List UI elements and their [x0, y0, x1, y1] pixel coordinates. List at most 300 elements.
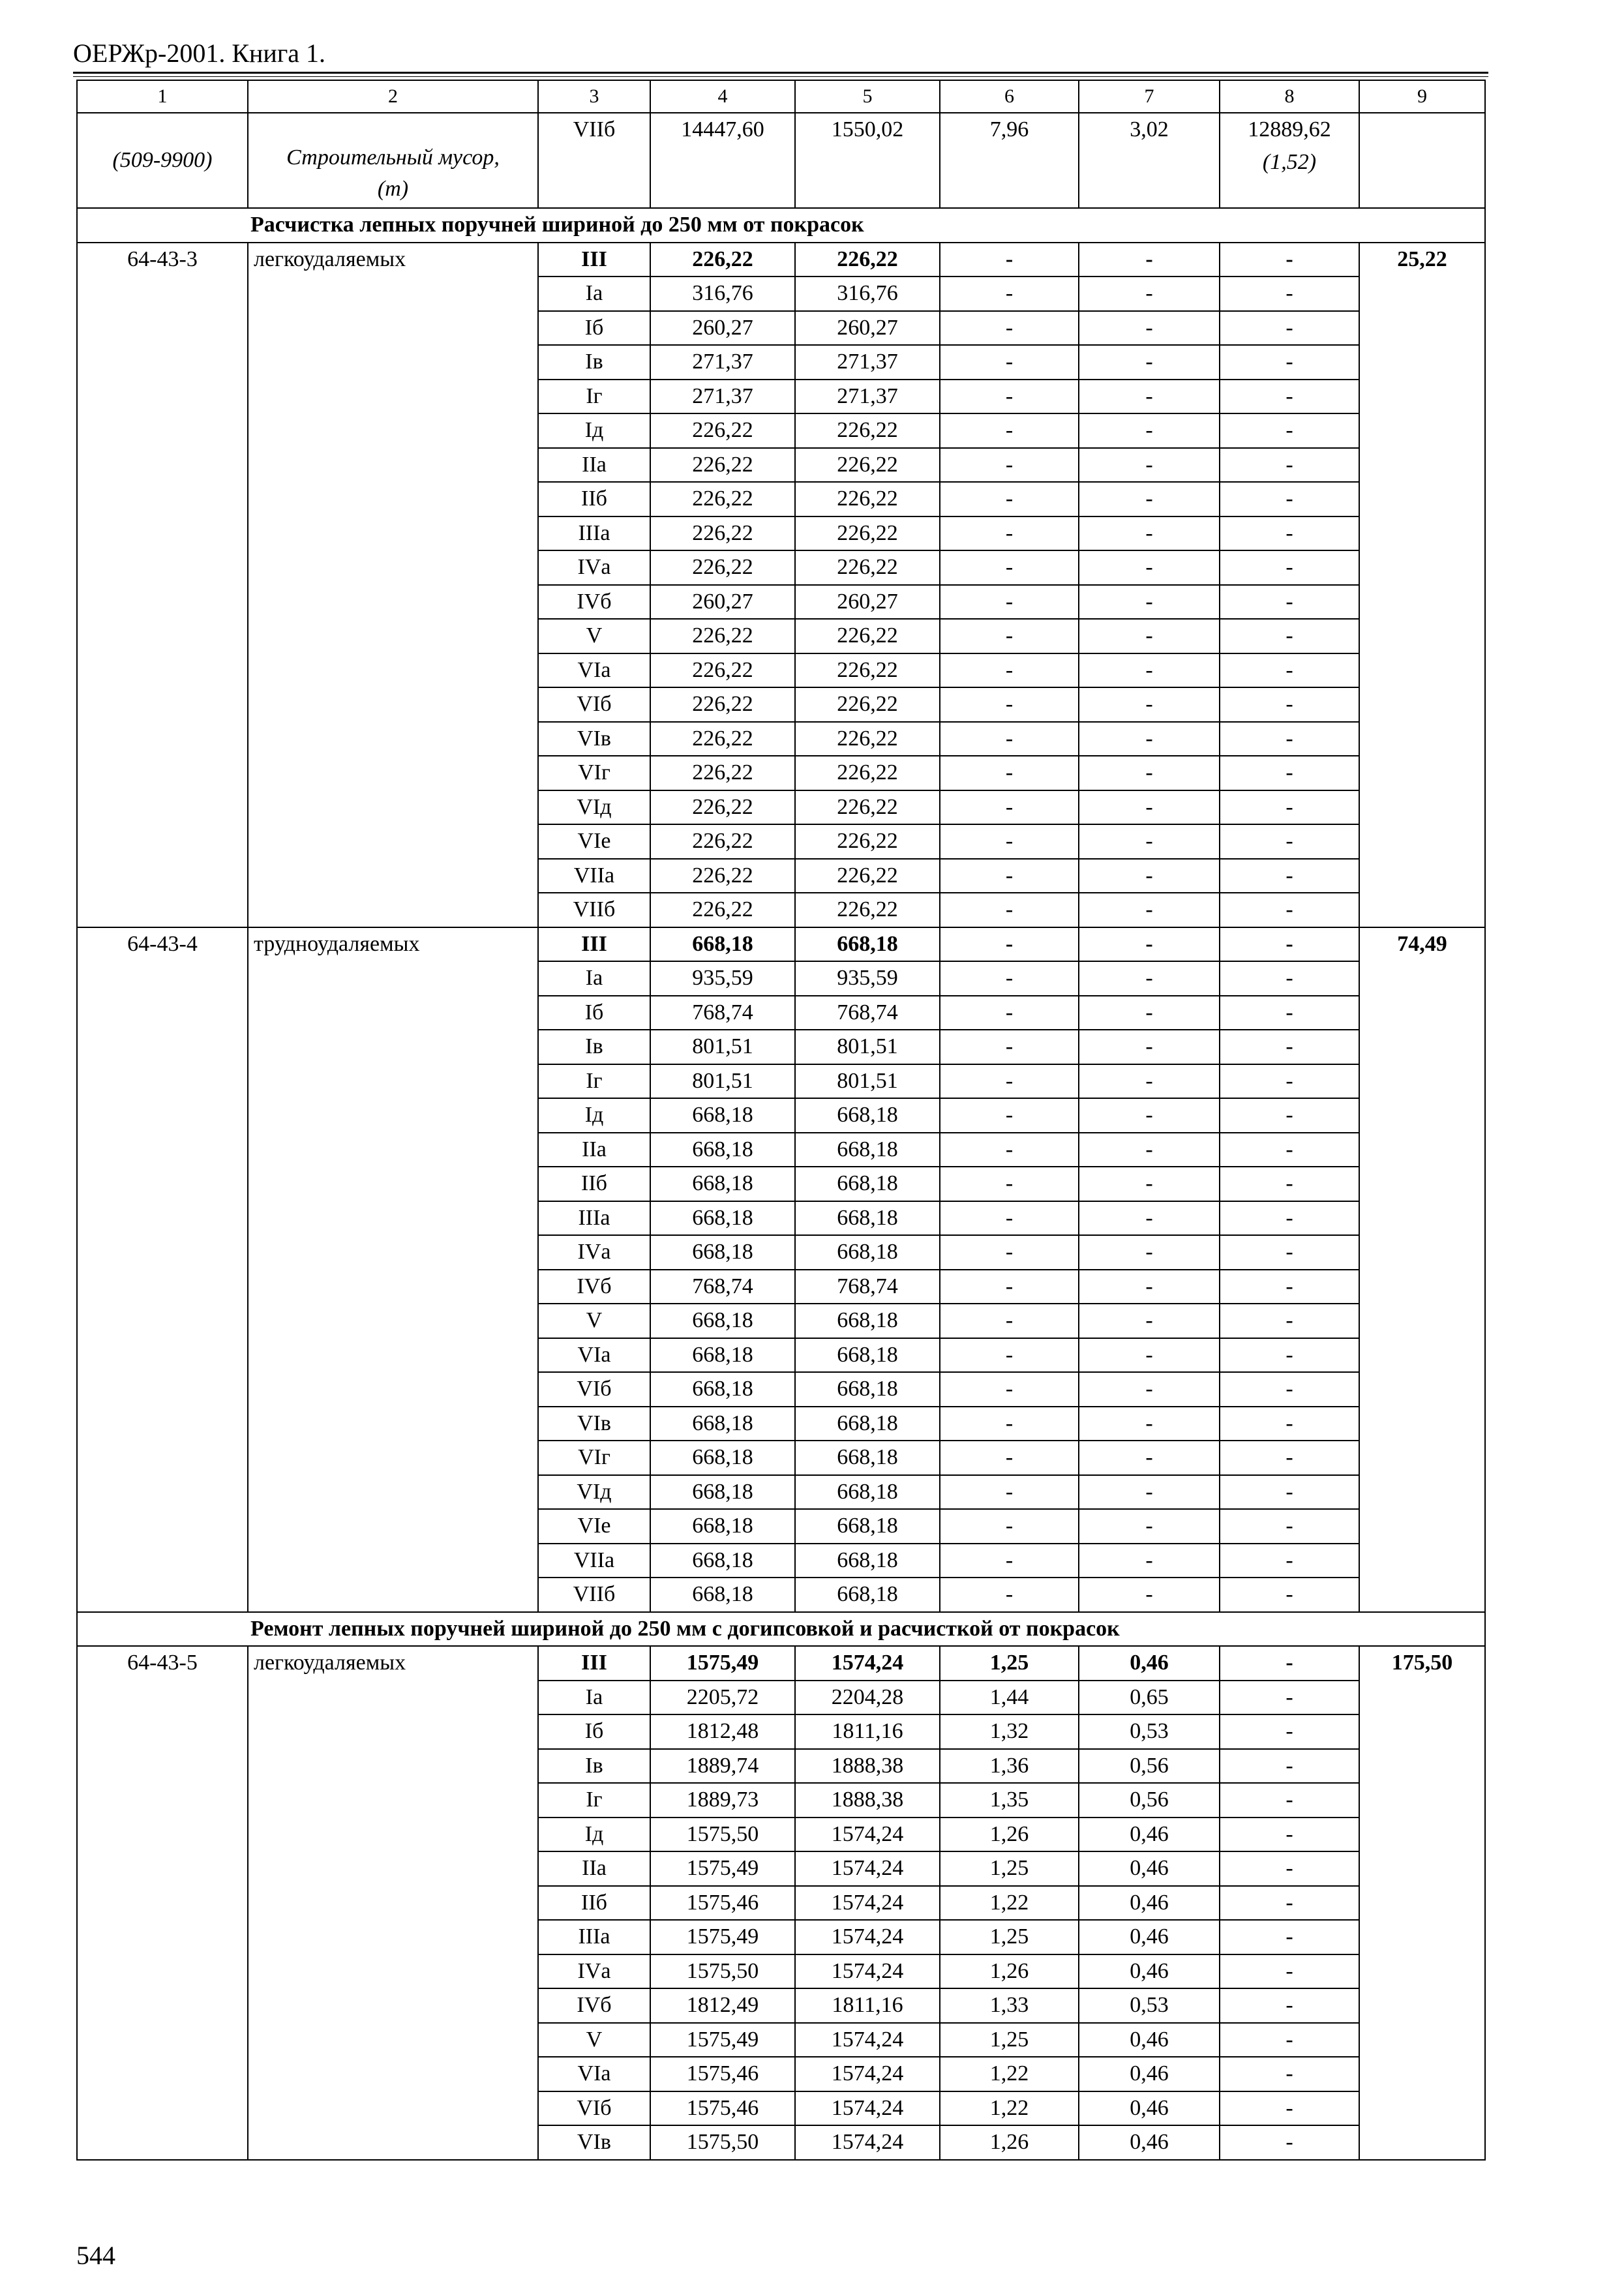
table-cell: -	[1079, 1372, 1220, 1407]
table-cell: 668,18	[650, 1509, 795, 1544]
table-cell: -	[1220, 1851, 1359, 1886]
table-cell: 668,18	[795, 1304, 940, 1338]
table-cell: 271,37	[650, 345, 795, 380]
table-cell: -	[1220, 585, 1359, 620]
table-cell: -	[1220, 482, 1359, 516]
rate-code: 64-43-5	[77, 1646, 248, 2160]
table-cell: Iд	[538, 413, 650, 448]
table-cell: V	[538, 1304, 650, 1338]
table-cell: 226,22	[795, 482, 940, 516]
table-cell: -	[1220, 1098, 1359, 1133]
table-cell: -	[1220, 448, 1359, 483]
table-cell: IVб	[538, 1270, 650, 1304]
table-cell: VIв	[538, 722, 650, 756]
table-cell: -	[940, 1407, 1079, 1441]
table-cell: IIа	[538, 448, 650, 483]
header-rule-thin	[73, 76, 1488, 77]
table-cell: -	[1220, 1270, 1359, 1304]
table-cell: -	[1220, 1681, 1359, 1715]
table-cell: IIб	[538, 1886, 650, 1921]
table-cell: VIе	[538, 1509, 650, 1544]
table-cell: 668,18	[795, 1544, 940, 1578]
table-cell: 226,22	[795, 243, 940, 277]
table-cell: -	[940, 243, 1079, 277]
table-cell: 0,46	[1079, 2057, 1220, 2091]
table-cell: 668,18	[650, 1372, 795, 1407]
table-cell: -	[1079, 1407, 1220, 1441]
table-cell: V	[538, 619, 650, 653]
table-cell: 0,46	[1079, 1954, 1220, 1989]
table-cell: 1575,49	[650, 1851, 795, 1886]
table-cell: -	[940, 1338, 1079, 1373]
table-cell: VIв	[538, 1407, 650, 1441]
table-cell: Iд	[538, 1818, 650, 1852]
table-cell: IVа	[538, 1954, 650, 1989]
section-title-cell	[77, 208, 1485, 243]
table-cell: -	[1220, 722, 1359, 756]
section-title: Расчистка лепных поручней шириной до 250 мм от покрасок	[250, 213, 864, 237]
table-cell: 226,22	[650, 824, 795, 859]
table-cell: 1,26	[940, 1818, 1079, 1852]
rate-code: 64-43-4	[77, 927, 248, 1612]
table-cell: -	[940, 687, 1079, 722]
table-cell: -	[1079, 243, 1220, 277]
table-cell: -	[940, 311, 1079, 346]
table-cell: -	[1220, 1304, 1359, 1338]
table-cell: Iв	[538, 345, 650, 380]
table-cell: 1575,49	[650, 1646, 795, 1681]
table-cell: 668,18	[795, 1133, 940, 1167]
table-cell: -	[940, 448, 1079, 483]
table-cell: 226,22	[650, 619, 795, 653]
table-cell: -	[1220, 1954, 1359, 1989]
table-cell: 668,18	[795, 927, 940, 962]
table-cell: Iг	[538, 1783, 650, 1818]
table-cell: 668,18	[795, 1167, 940, 1201]
table-cell: 1,25	[940, 1851, 1079, 1886]
table-cell: VIг	[538, 1441, 650, 1475]
table-cell: 0,65	[1079, 1681, 1220, 1715]
table-cell: 668,18	[650, 1544, 795, 1578]
table-cell: -	[1079, 1098, 1220, 1133]
table-cell: 1574,24	[795, 2125, 940, 2160]
table-cell: 768,74	[650, 996, 795, 1030]
table-cell: 668,18	[650, 1304, 795, 1338]
table-cell: -	[940, 277, 1079, 311]
table-cell: -	[1079, 1270, 1220, 1304]
table-cell: 0,53	[1079, 1714, 1220, 1749]
table-cell: VIIа	[538, 859, 650, 893]
table-cell: VIб	[538, 1372, 650, 1407]
table-cell: -	[1220, 1920, 1359, 1954]
table-cell: IVб	[538, 1988, 650, 2023]
table-cell: -	[1220, 311, 1359, 346]
table-cell: -	[940, 1270, 1079, 1304]
table-cell: 668,18	[795, 1475, 940, 1510]
column-number: 3	[538, 80, 650, 113]
table-cell: -	[940, 722, 1079, 756]
table-cell: -	[1220, 413, 1359, 448]
column-number: 9	[1359, 80, 1485, 113]
column-number: 1	[77, 80, 248, 113]
table-cell: 1811,16	[795, 1714, 940, 1749]
table-cell: IVб	[538, 585, 650, 620]
table-cell: 226,22	[795, 790, 940, 825]
table-cell: 1,35	[940, 1783, 1079, 1818]
table-cell: 260,27	[650, 585, 795, 620]
table-cell: -	[1079, 1441, 1220, 1475]
table-cell: IIб	[538, 482, 650, 516]
table-cell: -	[1079, 1167, 1220, 1201]
material-name-line2: (т)	[377, 177, 409, 201]
table-cell: Iв	[538, 1030, 650, 1064]
table-cell: 0,46	[1079, 1818, 1220, 1852]
table-cell: Iг	[538, 1064, 650, 1099]
table-cell: -	[1079, 277, 1220, 311]
table-cell: -	[1220, 1201, 1359, 1236]
table-cell: -	[1079, 1578, 1220, 1612]
table-cell: III	[538, 927, 650, 962]
table-cell: 668,18	[795, 1201, 940, 1236]
table-cell: -	[1079, 756, 1220, 790]
table-cell: 768,74	[795, 1270, 940, 1304]
table-row	[77, 243, 1485, 277]
table-cell: VIа	[538, 2057, 650, 2091]
table-cell: -	[1079, 961, 1220, 996]
table-cell: -	[1220, 1749, 1359, 1784]
table-cell: 801,51	[650, 1030, 795, 1064]
table-cell: VIд	[538, 1475, 650, 1510]
table-cell: -	[1079, 311, 1220, 346]
table-cell: -	[940, 1201, 1079, 1236]
section-title: Ремонт лепных поручней шириной до 250 мм с догипсовкой и расчисткой от покрасок	[250, 1616, 1120, 1641]
table-cell: 226,22	[795, 516, 940, 551]
table-cell: 668,18	[795, 1235, 940, 1270]
table-cell: 668,18	[650, 1133, 795, 1167]
table-cell: 226,22	[650, 756, 795, 790]
table-cell: -	[940, 1544, 1079, 1578]
table-cell: Iб	[538, 996, 650, 1030]
material-row	[77, 113, 1485, 208]
column-number: 5	[795, 80, 940, 113]
material-c8-value: 12889,62	[1248, 117, 1331, 142]
rate-code: 64-43-3	[77, 243, 248, 927]
table-cell: -	[1220, 1818, 1359, 1852]
table-cell: -	[940, 1133, 1079, 1167]
section-title-row	[77, 1612, 1485, 1647]
table-cell: -	[940, 585, 1079, 620]
table-cell: -	[940, 550, 1079, 585]
table-cell: -	[1220, 277, 1359, 311]
table-cell: 1575,50	[650, 2125, 795, 2160]
table-cell: -	[1079, 790, 1220, 825]
table-cell: VIа	[538, 1338, 650, 1373]
table-cell: 226,22	[795, 824, 940, 859]
table-cell: -	[1079, 448, 1220, 483]
page-number: 544	[76, 2241, 115, 2270]
table-cell: Iг	[538, 380, 650, 414]
table-cell: -	[1220, 1646, 1359, 1681]
table-cell: 260,27	[795, 585, 940, 620]
table-cell: 668,18	[795, 1509, 940, 1544]
table-cell: 668,18	[795, 1098, 940, 1133]
table-cell: VIб	[538, 2091, 650, 2126]
table-cell: 226,22	[650, 722, 795, 756]
table-cell: IIа	[538, 1133, 650, 1167]
table-cell: 260,27	[795, 311, 940, 346]
header-rule-thick	[73, 72, 1488, 74]
table-cell: -	[940, 1235, 1079, 1270]
table-cell: -	[1220, 790, 1359, 825]
table-cell: -	[1220, 756, 1359, 790]
table-cell: -	[940, 1030, 1079, 1064]
table-cell: 1575,46	[650, 2091, 795, 2126]
table-cell: 668,18	[795, 1372, 940, 1407]
table-cell: 668,18	[795, 1407, 940, 1441]
table-cell: IIIа	[538, 1201, 650, 1236]
table-cell: 768,74	[650, 1270, 795, 1304]
column-number-row	[77, 80, 1485, 113]
table-cell: 1,22	[940, 1886, 1079, 1921]
table-cell: IVа	[538, 550, 650, 585]
table-cell: IVа	[538, 1235, 650, 1270]
table-cell: 226,22	[795, 448, 940, 483]
table-cell: -	[1079, 687, 1220, 722]
material-name-line1: Строительный мусор,	[286, 145, 500, 170]
table-cell: -	[1220, 1988, 1359, 2023]
table-cell: 801,51	[795, 1064, 940, 1099]
table-cell: 226,22	[650, 687, 795, 722]
table-cell: 1574,24	[795, 1886, 940, 1921]
table-cell: -	[1079, 996, 1220, 1030]
table-cell: 260,27	[650, 311, 795, 346]
table-cell: 226,22	[650, 243, 795, 277]
table-cell: 1,25	[940, 2023, 1079, 2057]
table-cell: 1575,49	[650, 1920, 795, 1954]
table-cell: -	[1220, 1064, 1359, 1099]
table-cell: 1,26	[940, 2125, 1079, 2160]
table-cell: -	[940, 345, 1079, 380]
table-cell: -	[1220, 380, 1359, 414]
material-c9	[1359, 113, 1485, 208]
table-cell: Iа	[538, 1681, 650, 1715]
table-cell: 1574,24	[795, 2091, 940, 2126]
material-c6: 7,96	[940, 113, 1079, 208]
table-cell: -	[1079, 927, 1220, 962]
rate-total: 74,49	[1359, 927, 1485, 1612]
table-cell: -	[940, 824, 1079, 859]
table-cell: 271,37	[650, 380, 795, 414]
table-cell: -	[1079, 653, 1220, 688]
table-cell: -	[940, 516, 1079, 551]
section-title-row	[77, 208, 1485, 243]
table-cell: -	[1220, 619, 1359, 653]
column-number: 4	[650, 80, 795, 113]
table-cell: 801,51	[795, 1030, 940, 1064]
table-cell: -	[1220, 1030, 1359, 1064]
table-cell: -	[1079, 619, 1220, 653]
table-cell: -	[940, 790, 1079, 825]
table-cell: -	[1220, 653, 1359, 688]
table-cell: -	[940, 1441, 1079, 1475]
table-cell: 226,22	[795, 619, 940, 653]
table-cell: V	[538, 2023, 650, 2057]
table-cell: 226,22	[795, 687, 940, 722]
table-cell: 226,22	[650, 448, 795, 483]
column-number: 7	[1079, 80, 1220, 113]
table-cell: -	[1079, 824, 1220, 859]
table-cell: -	[1220, 516, 1359, 551]
table-cell: -	[940, 893, 1079, 927]
table-cell: 316,76	[795, 277, 940, 311]
table-cell: Iб	[538, 1714, 650, 1749]
table-cell: 1,33	[940, 1988, 1079, 2023]
table-cell: 316,76	[650, 277, 795, 311]
table-cell: 1574,24	[795, 1851, 940, 1886]
table-cell: IIIа	[538, 516, 650, 551]
table-cell: 0,46	[1079, 1920, 1220, 1954]
table-cell: 1,36	[940, 1749, 1079, 1784]
table-cell: 668,18	[650, 1338, 795, 1373]
rate-total: 25,22	[1359, 243, 1485, 927]
table-cell: 668,18	[650, 927, 795, 962]
table-cell: 1889,74	[650, 1749, 795, 1784]
rate-total: 175,50	[1359, 1646, 1485, 2160]
table-cell: VIб	[538, 687, 650, 722]
table-cell: -	[1220, 927, 1359, 962]
material-zone: VIIб	[538, 113, 650, 208]
table-cell: 2204,28	[795, 1681, 940, 1715]
table-cell: -	[1079, 550, 1220, 585]
table-cell: -	[1079, 1235, 1220, 1270]
table-cell: 668,18	[795, 1441, 940, 1475]
table-cell: IIIа	[538, 1920, 650, 1954]
table-cell: 1,25	[940, 1646, 1079, 1681]
table-cell: 226,22	[650, 516, 795, 551]
table-cell: 768,74	[795, 996, 940, 1030]
column-number: 2	[248, 80, 538, 113]
table-cell: -	[940, 380, 1079, 414]
table-cell: -	[1220, 1167, 1359, 1201]
table-cell: 1575,46	[650, 2057, 795, 2091]
table-cell: 1812,48	[650, 1714, 795, 1749]
table-cell: VIIб	[538, 893, 650, 927]
table-cell: 668,18	[650, 1441, 795, 1475]
material-c8-sub: (1,52)	[1262, 150, 1317, 174]
table-cell: 668,18	[795, 1578, 940, 1612]
table-cell: -	[1079, 722, 1220, 756]
table-cell: 668,18	[650, 1475, 795, 1510]
table-cell: -	[1220, 1886, 1359, 1921]
table-cell: 1,26	[940, 1954, 1079, 1989]
table-cell: -	[1220, 893, 1359, 927]
table-cell: -	[1079, 1475, 1220, 1510]
table-cell: -	[940, 1475, 1079, 1510]
table-cell: 0,56	[1079, 1783, 1220, 1818]
table-cell: -	[1079, 1133, 1220, 1167]
table-cell: 1574,24	[795, 2023, 940, 2057]
table-cell: -	[940, 1167, 1079, 1201]
table-cell: 226,22	[795, 722, 940, 756]
table-cell: -	[1079, 413, 1220, 448]
table-cell: -	[1079, 516, 1220, 551]
table-cell: 1,32	[940, 1714, 1079, 1749]
table-cell: -	[1079, 380, 1220, 414]
table-cell: 2205,72	[650, 1681, 795, 1715]
table-cell: 226,22	[795, 859, 940, 893]
table-cell: -	[1220, 1578, 1359, 1612]
table-cell: VIд	[538, 790, 650, 825]
table-cell: -	[1220, 1407, 1359, 1441]
table-cell: VIа	[538, 653, 650, 688]
table-row	[77, 927, 1485, 962]
table-cell: -	[1220, 1475, 1359, 1510]
table-cell: 0,56	[1079, 1749, 1220, 1784]
table-cell: -	[1079, 1304, 1220, 1338]
table-cell: -	[940, 927, 1079, 962]
table-cell: -	[1220, 996, 1359, 1030]
table-cell: 226,22	[795, 413, 940, 448]
table-cell: 0,46	[1079, 1886, 1220, 1921]
table-cell: III	[538, 1646, 650, 1681]
material-c8	[1220, 113, 1359, 208]
table-cell: -	[1220, 243, 1359, 277]
table-cell: -	[1220, 2091, 1359, 2126]
rate-name: легкоудаляемых	[248, 243, 538, 927]
table-cell: 0,46	[1079, 1646, 1220, 1681]
table-cell: 1574,24	[795, 2057, 940, 2091]
table-cell: 226,22	[650, 790, 795, 825]
table-cell: VIв	[538, 2125, 650, 2160]
table-cell: 226,22	[650, 653, 795, 688]
table-cell: -	[1220, 2125, 1359, 2160]
table-cell: -	[1220, 1441, 1359, 1475]
table-cell: 1574,24	[795, 1646, 940, 1681]
table-cell: Iа	[538, 277, 650, 311]
table-cell: 1,25	[940, 1920, 1079, 1954]
table-cell: 226,22	[795, 893, 940, 927]
table-cell: -	[1220, 859, 1359, 893]
table-cell: 226,22	[795, 756, 940, 790]
table-cell: Iб	[538, 311, 650, 346]
table-cell: 1575,49	[650, 2023, 795, 2057]
table-cell: 226,22	[795, 550, 940, 585]
table-cell: -	[1220, 1372, 1359, 1407]
table-cell: -	[1220, 961, 1359, 996]
table-cell: -	[1220, 687, 1359, 722]
table-cell: -	[1220, 1509, 1359, 1544]
table-cell: VIе	[538, 824, 650, 859]
table-cell: IIб	[538, 1167, 650, 1201]
table-cell: 668,18	[650, 1167, 795, 1201]
table-cell: 1,22	[940, 2057, 1079, 2091]
table-cell: -	[1079, 1201, 1220, 1236]
table-cell: -	[940, 1509, 1079, 1544]
table-cell: 935,59	[650, 961, 795, 996]
table-cell: 1,44	[940, 1681, 1079, 1715]
column-number: 6	[940, 80, 1079, 113]
table-cell: -	[1079, 859, 1220, 893]
table-cell: VIIб	[538, 1578, 650, 1612]
table-cell: 226,22	[795, 653, 940, 688]
table-cell: 0,46	[1079, 2091, 1220, 2126]
table-cell: -	[1220, 550, 1359, 585]
table-cell: 1574,24	[795, 1920, 940, 1954]
table-cell: -	[1220, 1235, 1359, 1270]
table-cell: -	[1079, 482, 1220, 516]
table-cell: 668,18	[650, 1235, 795, 1270]
table-cell: -	[940, 482, 1079, 516]
